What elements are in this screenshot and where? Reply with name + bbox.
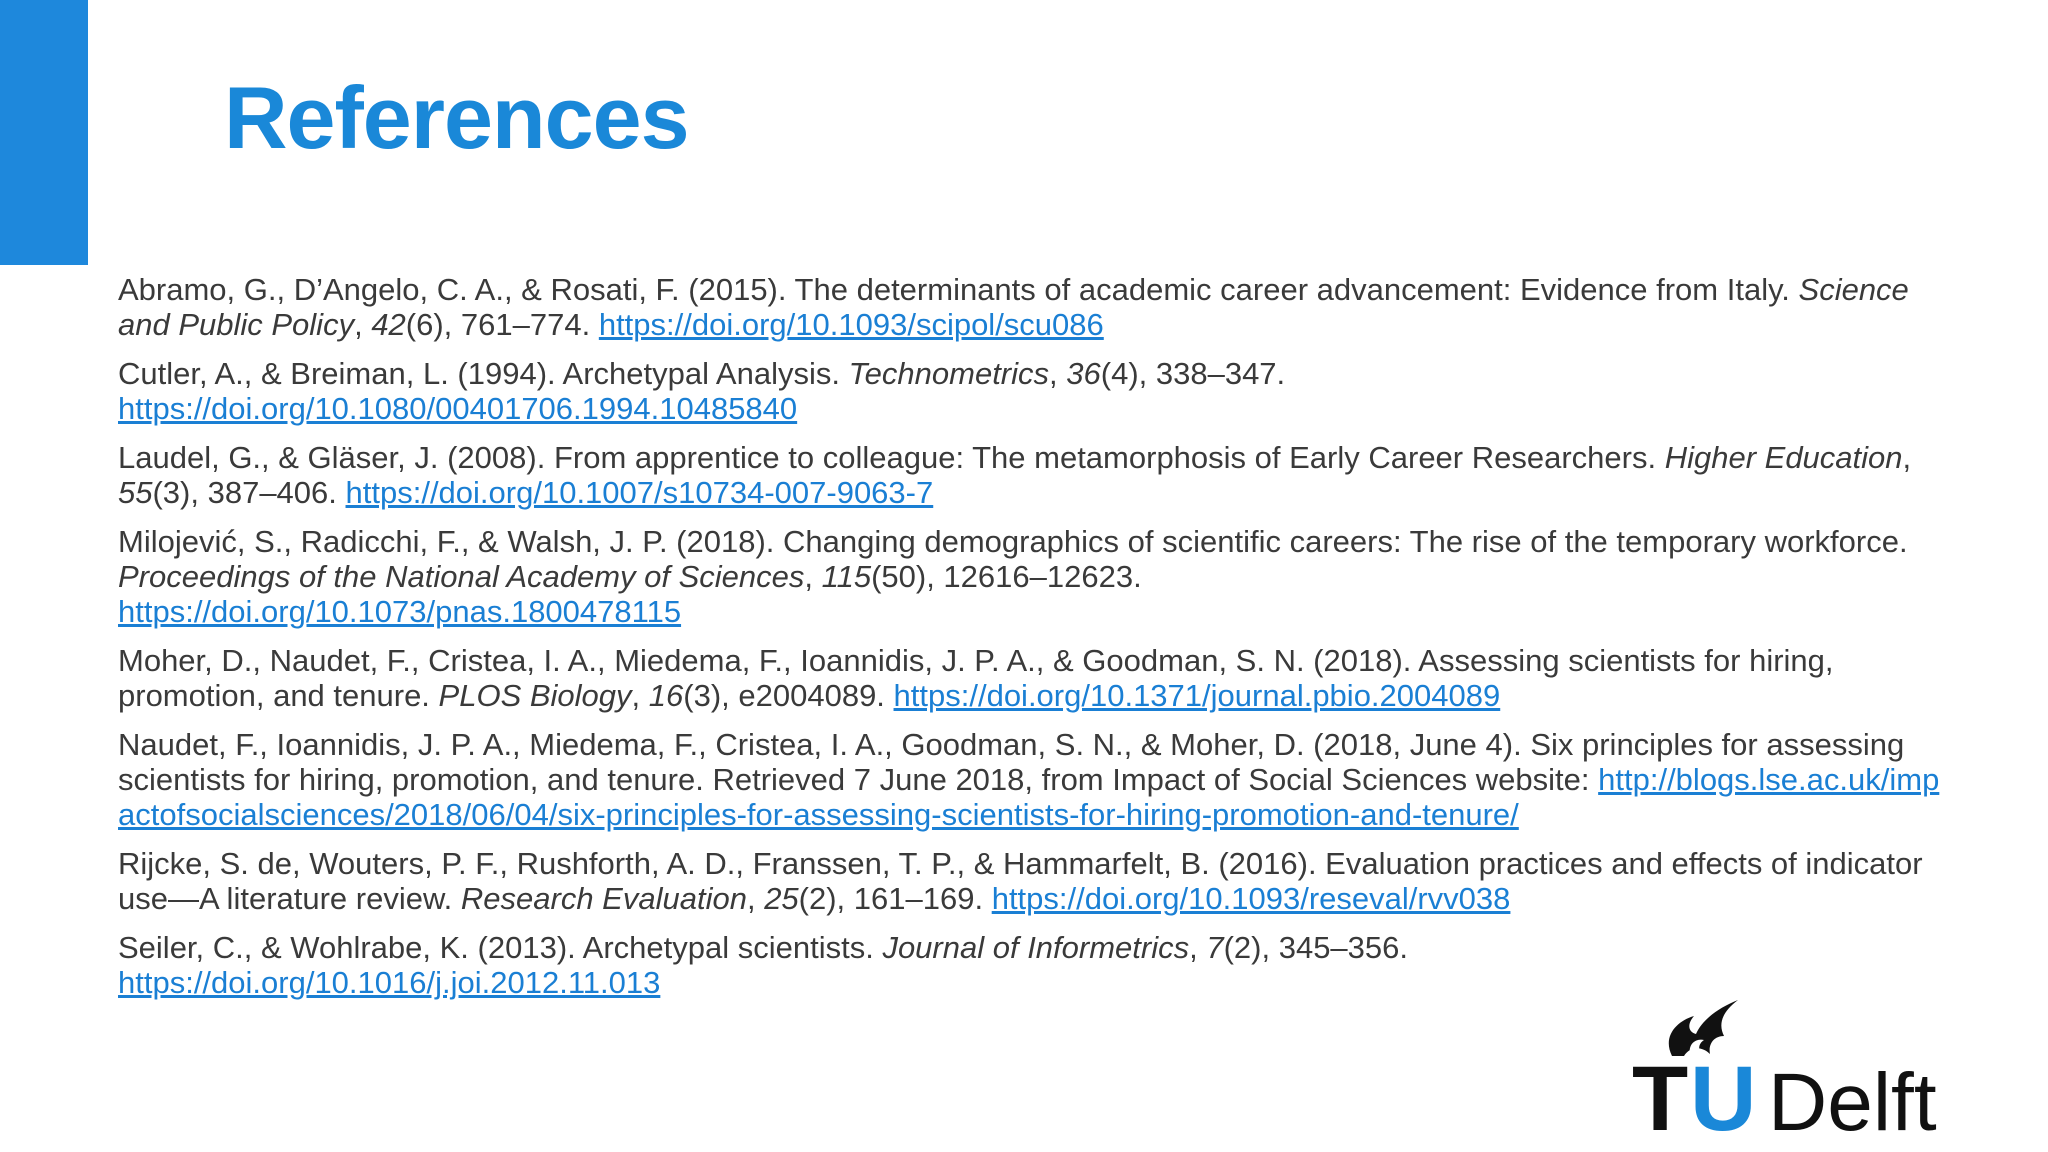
reference-source: Science and Public Policy: [118, 272, 1909, 342]
page-title: References: [224, 68, 689, 167]
reference-volume: 36: [1066, 356, 1101, 391]
reference-item: [118, 727, 1948, 832]
tu-delft-logo: [1632, 996, 1992, 1136]
reference-text: Naudet, F., Ioannidis, J. P. A., Miedema, F., Cristea, I. A., Goodman, S. N., & Moher, D. (2018, June 4). Six principles for assessing scientists for hiring, promotion, and tenure. Retrieved 7 June 2018, from Impact of Social Sciences website:: [118, 727, 1905, 797]
reference-url-link[interactable]: http://blogs.lse.ac.uk/impactofsocialsciences/2018/06/04/six-principles-for-assessing-scientists-for-hiring-promotion-and-tenure/: [118, 762, 1940, 832]
reference-item: [118, 846, 1948, 916]
reference-source: Higher Education: [1664, 440, 1903, 475]
reference-item: [118, 643, 1948, 713]
reference-pages: (3), e2004089.: [683, 678, 894, 713]
reference-text: Milojević, S., Radicchi, F., & Walsh, J. P. (2018). Changing demographics of scientific careers: The rise of the temporary workforce.: [118, 524, 1908, 559]
reference-separator: ,: [631, 678, 649, 713]
reference-pages: (4), 338–347.: [1100, 356, 1286, 391]
reference-pages: (50), 12616–12623.: [871, 559, 1142, 594]
reference-separator: ,: [1189, 930, 1207, 965]
reference-doi-link[interactable]: https://doi.org/10.1093/scipol/scu086: [598, 307, 1104, 342]
reference-item: [118, 440, 1948, 510]
reference-item: [118, 930, 1948, 1000]
logo-text-tu-t: T: [1632, 1048, 1689, 1136]
reference-item: [118, 272, 1948, 342]
reference-text: Abramo, G., D’Angelo, C. A., & Rosati, F. (2015). The determinants of academic career advancement: Evidence from Italy.: [118, 272, 1799, 307]
reference-source: PLOS Biology: [438, 678, 632, 713]
reference-pages: (6), 761–774.: [405, 307, 599, 342]
reference-volume: 7: [1206, 930, 1224, 965]
reference-source: Journal of Informetrics: [882, 930, 1190, 965]
reference-separator: ,: [746, 881, 765, 916]
reference-item: [118, 356, 1948, 426]
reference-source: Research Evaluation: [460, 881, 747, 916]
reference-list: [118, 272, 1948, 1014]
reference-pages: (2), 345–356.: [1223, 930, 1409, 965]
reference-pages: (3), 387–406.: [152, 475, 346, 510]
reference-text: Seiler, C., & Wohlrabe, K. (2013). Archetypal scientists.: [118, 930, 883, 965]
reference-doi-link[interactable]: https://doi.org/10.1093/reseval/rvv038: [991, 881, 1511, 916]
reference-text: Moher, D., Naudet, F., Cristea, I. A., Miedema, F., Ioannidis, J. P. A., & Goodman, S. N. (2018). Assessing scientists for hiring, promotion, and tenure.: [118, 643, 1834, 713]
reference-volume: 16: [648, 678, 684, 713]
logo-text-delft: Delft: [1768, 1057, 1937, 1136]
reference-text: Rijcke, S. de, Wouters, P. F., Rushforth, A. D., Franssen, T. P., & Hammarfelt, B. (2016). Evaluation practices and effects of indicator use—A literature review.: [118, 846, 1923, 916]
reference-separator: ,: [1049, 356, 1067, 391]
reference-doi-link[interactable]: https://doi.org/10.1080/00401706.1994.10485840: [118, 391, 798, 426]
reference-volume: 42: [371, 307, 406, 342]
reference-doi-link[interactable]: https://doi.org/10.1073/pnas.1800478115: [118, 594, 682, 629]
reference-volume: 55: [118, 475, 153, 510]
reference-doi-link[interactable]: https://doi.org/10.1016/j.joi.2012.11.013: [118, 965, 661, 1000]
reference-volume: 25: [764, 881, 799, 916]
reference-volume: 115: [821, 559, 872, 594]
reference-doi-link[interactable]: https://doi.org/10.1007/s10734-007-9063-7: [345, 475, 934, 510]
reference-separator: ,: [354, 307, 372, 342]
reference-text: Cutler, A., & Breiman, L. (1994). Archetypal Analysis.: [118, 356, 849, 391]
reference-separator: ,: [804, 559, 822, 594]
reference-pages: (2), 161–169.: [798, 881, 992, 916]
accent-bar: [0, 0, 88, 265]
reference-text: Laudel, G., & Gläser, J. (2008). From apprentice to colleague: The metamorphosis of Early Career Researchers.: [118, 440, 1665, 475]
reference-item: [118, 524, 1948, 629]
reference-doi-link[interactable]: https://doi.org/10.1371/journal.pbio.2004089: [893, 678, 1501, 713]
reference-source: Technometrics: [848, 356, 1050, 391]
reference-source: Proceedings of the National Academy of Sciences: [118, 559, 805, 594]
logo-text-u: U: [1690, 1048, 1757, 1136]
reference-separator: ,: [1902, 440, 1912, 475]
